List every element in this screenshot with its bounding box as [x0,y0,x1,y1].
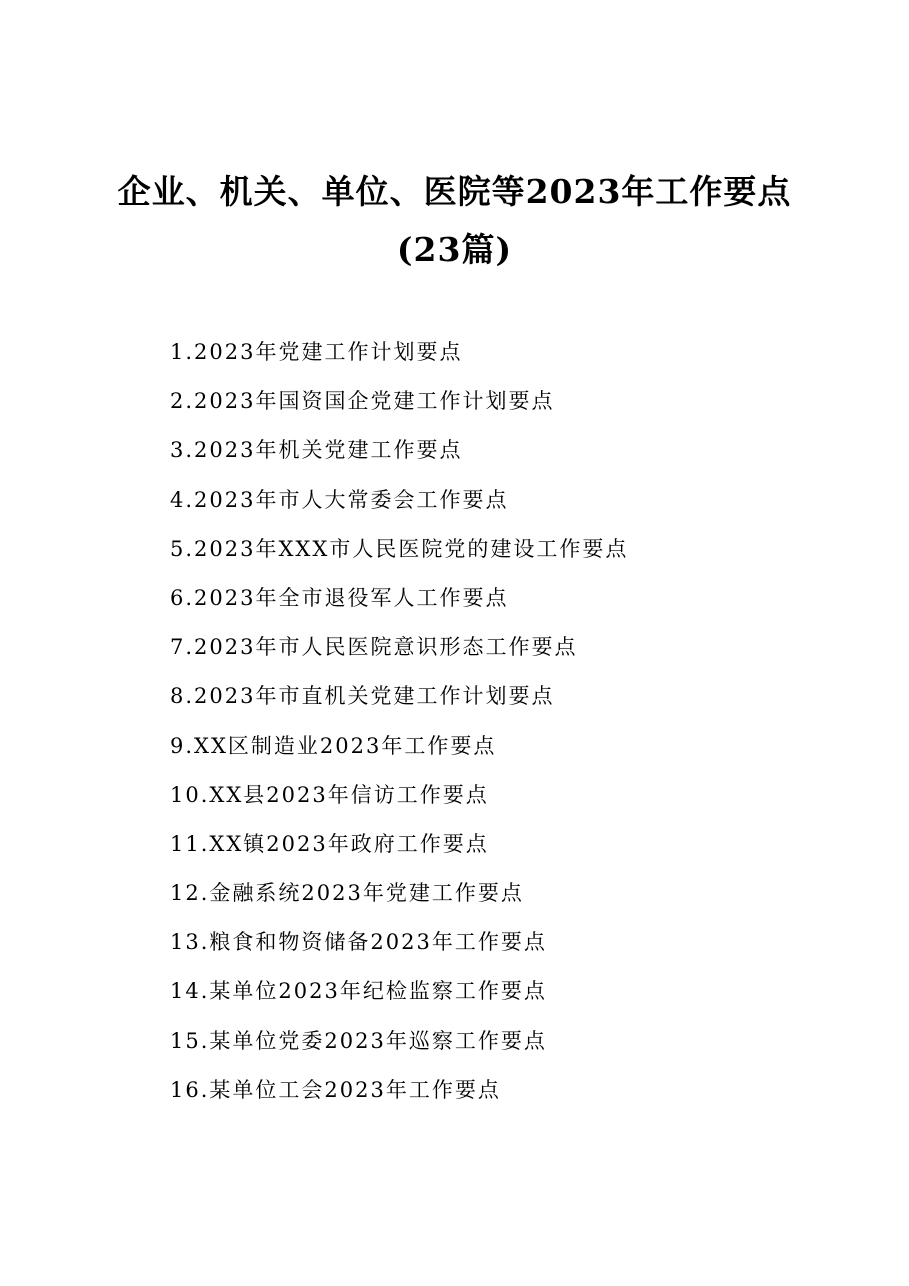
toc-item: 12.金融系统2023年党建工作要点 [170,881,524,906]
toc-item: 8.2023年市直机关党建工作计划要点 [170,684,555,709]
toc-item: 5.2023年XXX市人民医院党的建设工作要点 [170,536,629,561]
toc-item: 13.粮食和物资储备2023年工作要点 [170,930,547,955]
toc-item: 3.2023年机关党建工作要点 [170,438,463,463]
toc-item: 9.XX区制造业2023年工作要点 [170,733,497,758]
toc-item: 15.某单位党委2023年巡察工作要点 [170,1028,547,1053]
toc-item: 10.XX县2023年信访工作要点 [170,782,489,807]
document-title: 企业、机关、单位、医院等2023年工作要点 [117,172,792,211]
table-of-contents [170,336,628,1123]
toc-item: 4.2023年市人大常委会工作要点 [170,487,509,512]
toc-item: 7.2023年市人民医院意识形态工作要点 [170,635,578,660]
toc-item: 6.2023年全市退役军人工作要点 [170,585,509,610]
toc-item: 16.某单位工会2023年工作要点 [170,1077,501,1102]
document-subtitle-count: (23篇) [396,230,513,269]
toc-item: 2.2023年国资国企党建工作计划要点 [170,389,555,414]
toc-item: 11.XX镇2023年政府工作要点 [170,831,489,856]
toc-item: 1.2023年党建工作计划要点 [170,340,463,364]
toc-item: 14.某单位2023年纪检监察工作要点 [170,979,547,1004]
